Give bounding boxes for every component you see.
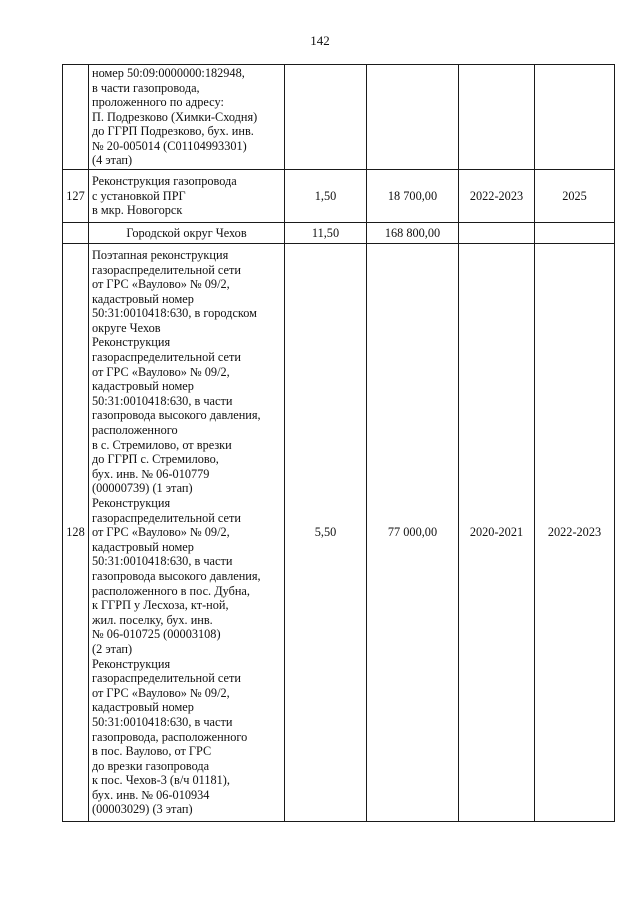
commission-cell xyxy=(535,65,615,170)
description-cell xyxy=(89,65,285,170)
description-line: округе Чехов xyxy=(92,320,161,335)
length-cell: 1,50 xyxy=(285,170,367,223)
description-line: жил. поселку, бух. инв. xyxy=(92,612,213,627)
cost-cell: 18 700,00 xyxy=(367,170,459,223)
description-line: кадастровый номер xyxy=(92,379,194,394)
commission-cell: 2022-2023 xyxy=(535,244,615,822)
table-row xyxy=(63,170,615,223)
description-line: до ГГРП Подрезково, бух. инв. xyxy=(92,124,254,139)
description-line: от ГРС «Ваулово» № 09/2, xyxy=(92,277,230,292)
investment-program-table xyxy=(62,64,615,822)
description-line: кадастровый номер xyxy=(92,539,194,554)
description-line: 50:31:0010418:630, в части xyxy=(92,554,233,569)
description-line: Реконструкция газопровода xyxy=(92,174,237,189)
length-cell: 11,50 xyxy=(285,223,367,244)
description-line: 50:31:0010418:630, в части xyxy=(92,393,233,408)
description-line: газопровода высокого давления, xyxy=(92,408,261,423)
length-cell: 5,50 xyxy=(285,244,367,822)
description-line: кадастровый номер xyxy=(92,700,194,715)
description-line: кадастровый номер xyxy=(92,291,194,306)
description-line: расположенного xyxy=(92,423,178,438)
description-line: в мкр. Новогорск xyxy=(92,203,183,218)
description-line: в пос. Ваулово, от ГРС xyxy=(92,744,212,759)
description-line: в с. Стремилово, от врезки xyxy=(92,437,232,452)
cost-cell xyxy=(367,65,459,170)
description-line: к ГГРП у Лесхоза, кт-ной, xyxy=(92,598,229,613)
description-cell xyxy=(89,170,285,223)
period-cell: 2020-2021 xyxy=(459,244,535,822)
page-number: 142 xyxy=(310,33,330,48)
description-line: газораспределительной сети xyxy=(92,262,241,277)
row-number-cell xyxy=(63,65,89,170)
description-line: до ГГРП с. Стремилово, xyxy=(92,452,219,467)
description-line: Реконструкция xyxy=(92,656,171,671)
description-line: 50:31:0010418:630, в части xyxy=(92,714,233,729)
description-line: № 06-010725 (00003108) xyxy=(92,627,221,642)
description-line: номер 50:09:0000000:182948, xyxy=(92,65,245,80)
row-number-cell xyxy=(63,223,89,244)
description-line: 50:31:0010418:630, в городском xyxy=(92,306,257,321)
description-line: Реконструкция xyxy=(92,496,171,511)
description-line: к пос. Чехов-3 (в/ч 01181), xyxy=(92,773,230,788)
table-row xyxy=(63,65,615,170)
description-line: газораспределительной сети xyxy=(92,510,241,525)
description-line: бух. инв. № 06-010779 xyxy=(92,466,210,481)
commission-cell: 2025 xyxy=(535,170,615,223)
period-cell xyxy=(459,223,535,244)
description-line: (4 этап) xyxy=(92,153,133,168)
period-cell xyxy=(459,65,535,170)
description-line: № 20-005014 (С01104993301) xyxy=(92,138,247,153)
cost-cell: 77 000,00 xyxy=(367,244,459,822)
description-line: П. Подрезково (Химки-Сходня) xyxy=(92,109,258,124)
description-line: до врезки газопровода xyxy=(92,758,210,773)
subtotal-row xyxy=(63,223,615,244)
description-line: расположенного в пос. Дубна, xyxy=(92,583,250,598)
period-cell: 2022-2023 xyxy=(459,170,535,223)
district-name-cell xyxy=(89,223,285,244)
description-line: (00000739) (1 этап) xyxy=(92,481,193,496)
description-line: (00003029) (3 этап) xyxy=(92,802,193,817)
commission-cell xyxy=(535,223,615,244)
table-row xyxy=(63,244,615,822)
row-number-cell: 127 xyxy=(63,170,89,223)
description-line: (2 этап) xyxy=(92,641,133,656)
description-line: газопровода, расположенного xyxy=(92,729,248,744)
description-line: от ГРС «Ваулово» № 09/2, xyxy=(92,685,230,700)
description-line: от ГРС «Ваулово» № 09/2, xyxy=(92,364,230,379)
description-line: газораспределительной сети xyxy=(92,671,241,686)
row-number-cell: 128 xyxy=(63,244,89,822)
description-line: проложенного по адресу: xyxy=(92,95,224,110)
description-line: Поэтапная реконструкция xyxy=(92,247,229,262)
description-line: Реконструкция xyxy=(92,335,171,350)
description-line: газораспределительной сети xyxy=(92,350,241,365)
cost-cell: 168 800,00 xyxy=(367,223,459,244)
description-line: от ГРС «Ваулово» № 09/2, xyxy=(92,525,230,540)
description-line: бух. инв. № 06-010934 xyxy=(92,787,210,802)
description-line: газопровода высокого давления, xyxy=(92,568,261,583)
district-name: Городской округ Чехов xyxy=(126,225,247,240)
description-line: в части газопровода, xyxy=(92,80,200,95)
description-cell xyxy=(89,244,285,822)
length-cell xyxy=(285,65,367,170)
description-line: с установкой ПРГ xyxy=(92,188,186,203)
